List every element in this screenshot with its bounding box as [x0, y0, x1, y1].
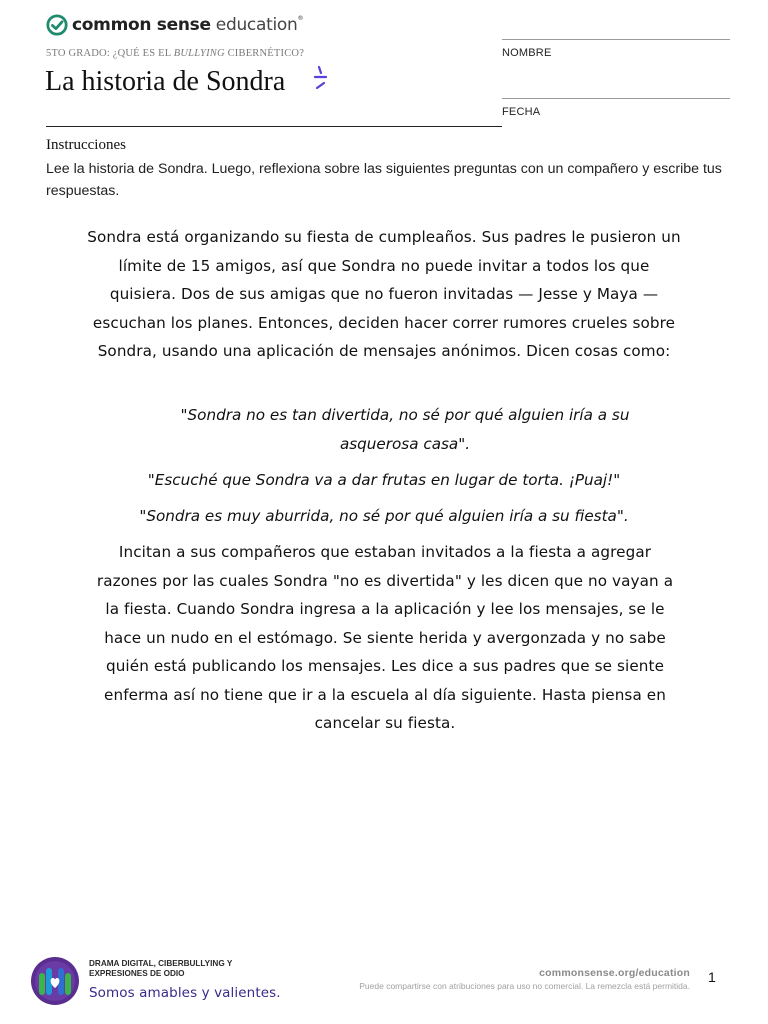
- sparkle-icon: [312, 64, 330, 92]
- page-title: La historia de Sondra: [45, 66, 286, 97]
- story-paragraph-2: Incitan a sus compañeros que estaban invitados a la fiesta a agregar razones por las cuales Sondra "no es divertida" y les dicen que no vayan a la fiesta. Cuando Sondra ingresa a la aplicación y lee los mensajes, se le hace un nudo en el estómago. Se siente herida y avergonzada y no sabe quién está publicando los mensajes. Les dice a sus padres que se siente enferma así no tiene que ir a la escuela al día siguiente. Hasta piensa en cancelar su fiesta.: [96, 543, 674, 732]
- footer-slogan: Somos amables y valientes.: [89, 985, 281, 1001]
- date-field-label: FECHA: [502, 106, 541, 118]
- story-quote-2: "Escuché que Sondra va a dar frutas en lugar de torta. ¡Puaj!": [147, 471, 621, 489]
- footer-license: Puede compartirse con atribuciones para uso no comercial. La remezcla está permitida.: [359, 981, 690, 991]
- raised-hands-heart-icon: [30, 956, 80, 1006]
- story-quote-1: "Sondra no es tan divertida, no sé por qué alguien iría a su asquerosa casa".: [180, 406, 630, 453]
- footer-url[interactable]: commonsense.org/education: [539, 967, 690, 979]
- date-field-line[interactable]: [502, 98, 730, 99]
- name-field-line[interactable]: [502, 39, 730, 40]
- instructions-heading: Instrucciones: [46, 137, 126, 153]
- story-paragraph-1: Sondra está organizando su fiesta de cumpleaños. Sus padres le pusieron un límite de 15 amigos, así que Sondra no puede invitar a todos los que quisiera. Dos de sus amigas que no fueron invitadas — Jesse y Maya — escuchan los planes. Entonces, deciden hacer correr rumores crueles sobre Sondra, usando una aplicación de mensajes anónimos. Dicen cosas como:: [87, 228, 681, 360]
- instructions-text: Lee la historia de Sondra. Luego, reflexiona sobre las siguientes preguntas con un compañero y escribe tus respuestas.: [46, 161, 722, 199]
- lesson-label: 5TO GRADO: ¿QUÉ ES EL BULLYING CIBERNÉTICO?: [46, 48, 305, 59]
- logo-text: common sense education®: [72, 15, 304, 35]
- story-quote-3: "Sondra es muy aburrida, no sé por qué alguien iría a su fiesta".: [139, 507, 629, 525]
- name-field-label: NOMBRE: [502, 47, 552, 59]
- lesson-series-title: DRAMA DIGITAL, CIBERBULLYING Y EXPRESIONES DE ODIO: [89, 959, 233, 978]
- common-sense-logo: [46, 14, 303, 36]
- page-number: 1: [708, 969, 716, 985]
- checkmark-circle-icon: [46, 14, 68, 36]
- title-divider: [46, 126, 502, 127]
